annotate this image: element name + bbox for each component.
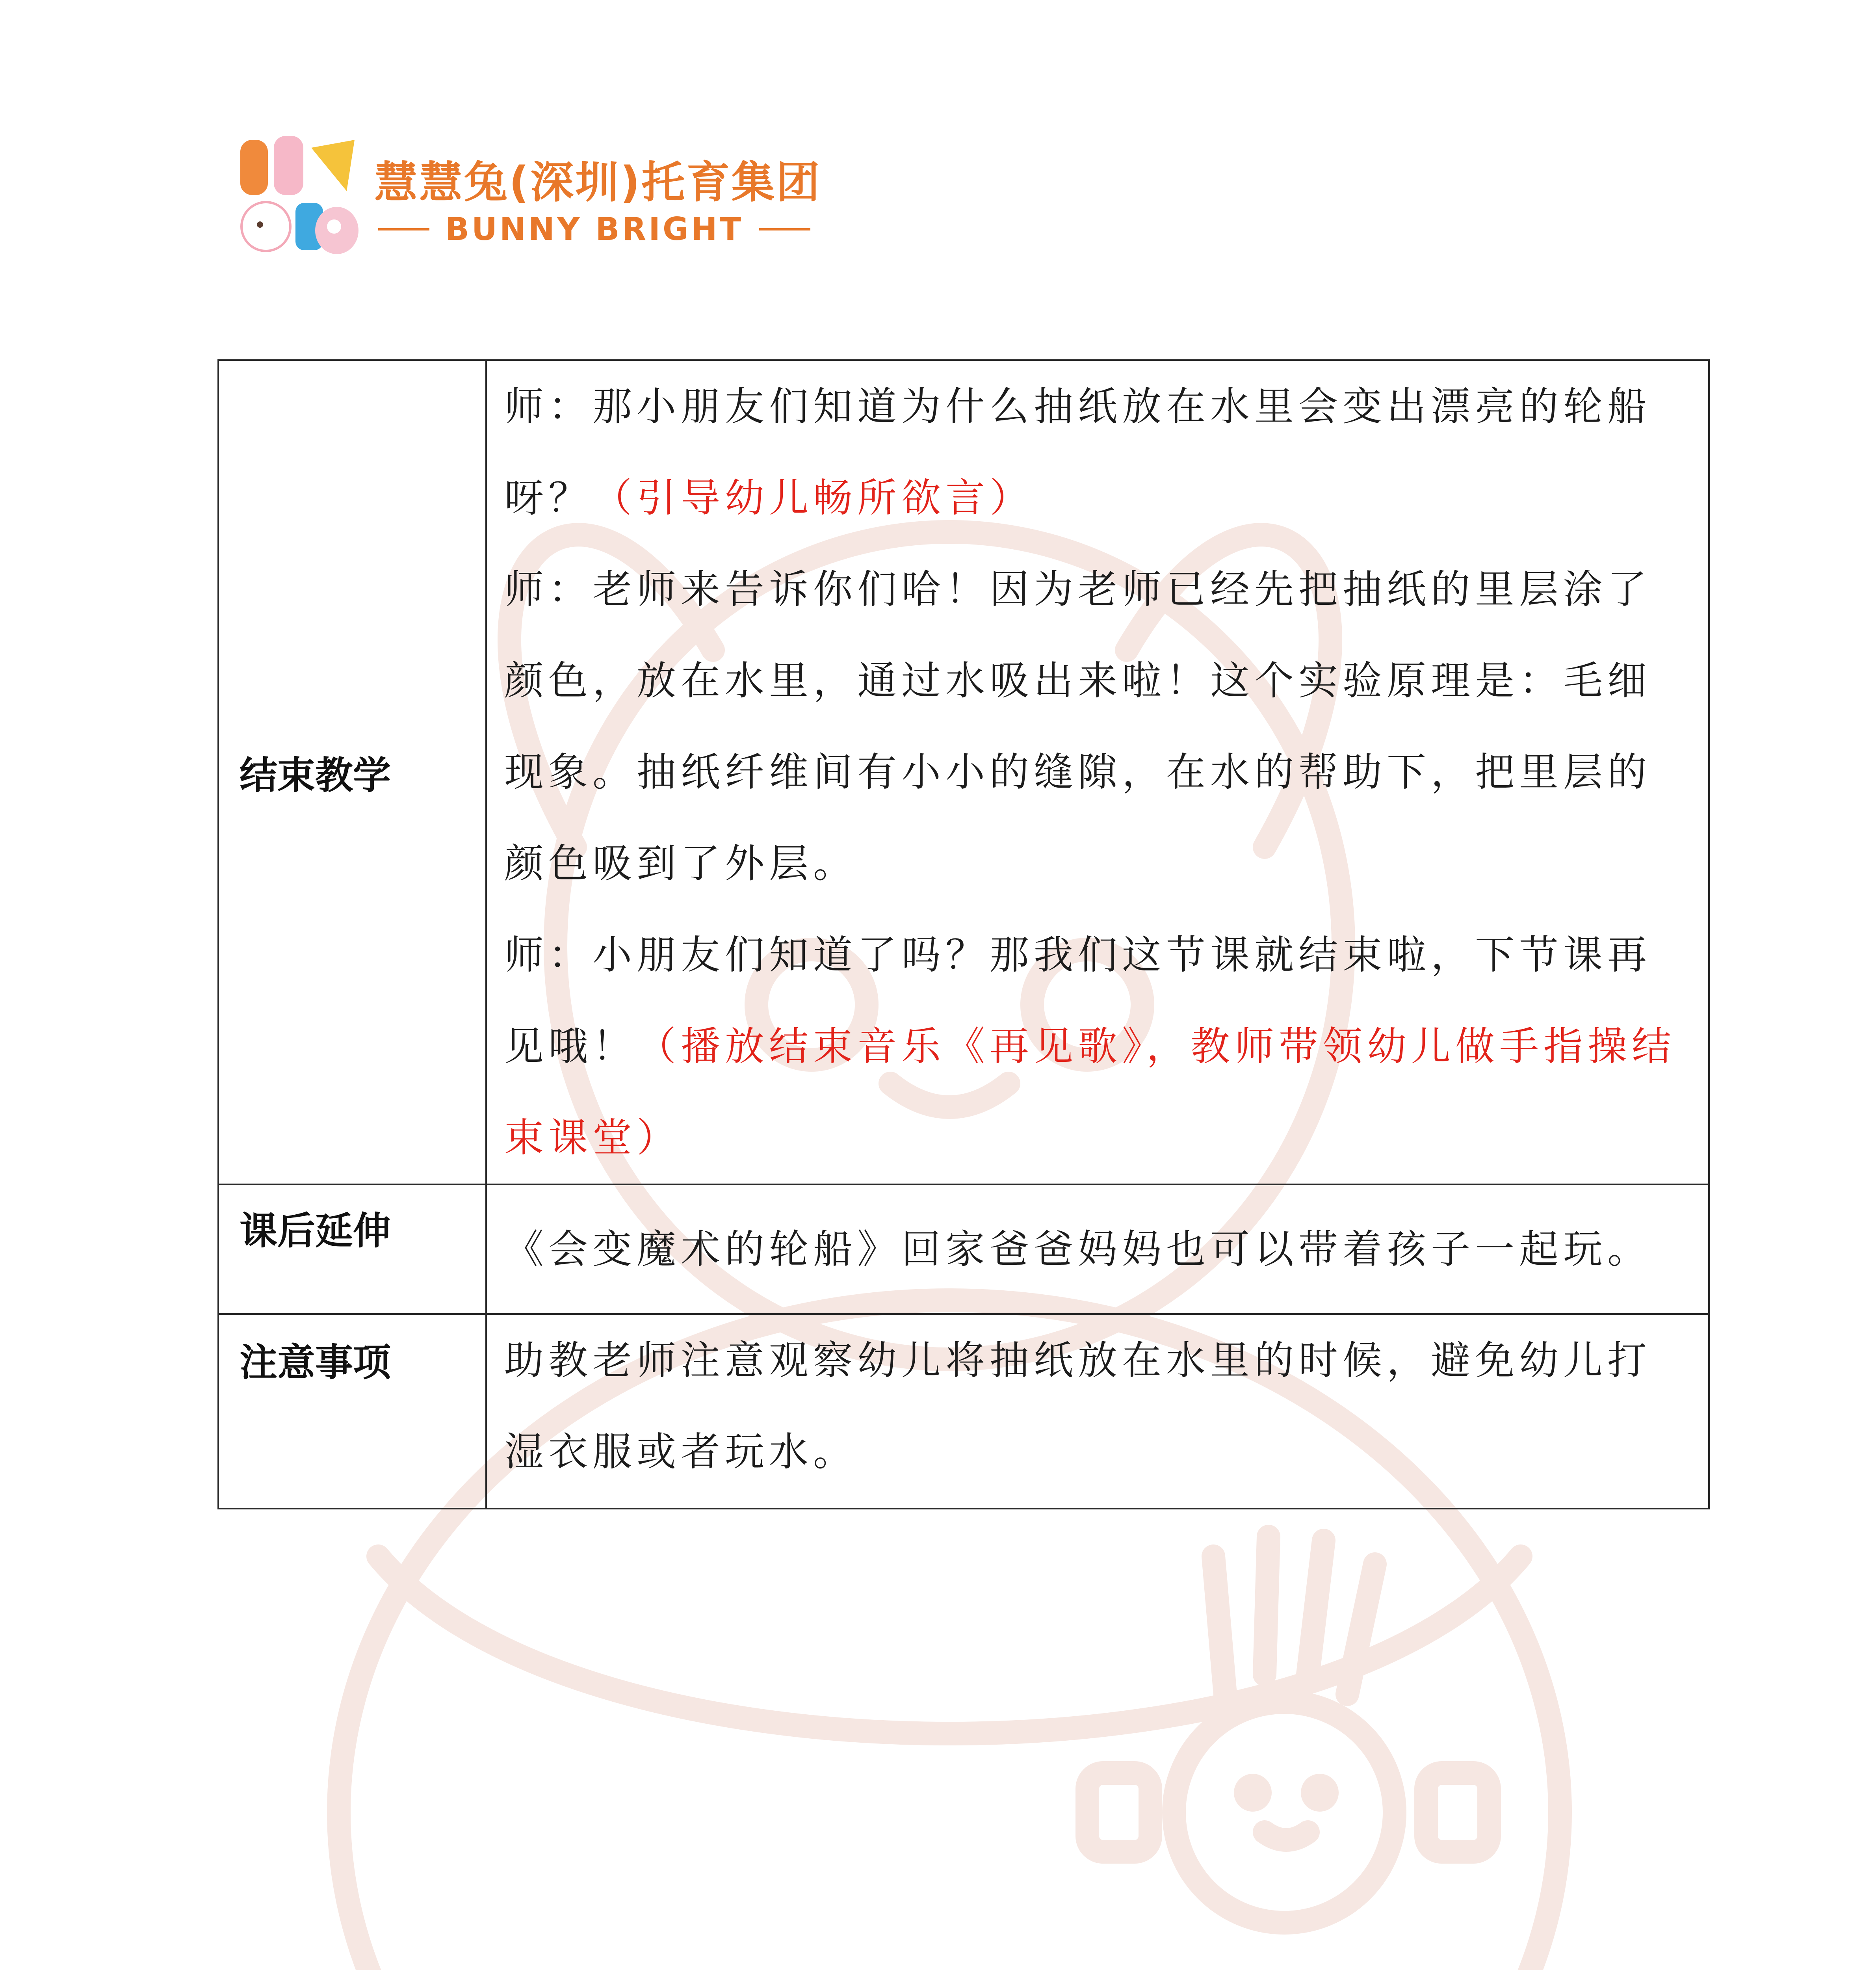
row-label-ending: 结束教学 <box>218 360 486 1184</box>
row-label-extension: 课后延伸 <box>218 1184 486 1314</box>
divider <box>759 228 810 230</box>
row-content-notes: 助教老师注意观察幼儿将抽纸放在水里的时候，避免幼儿打湿衣服或者玩水。 <box>486 1314 1709 1509</box>
row-content-extension: 《会变魔术的轮船》回家爸爸妈妈也可以带着孩子一起玩。 <box>486 1184 1709 1314</box>
row-content-ending <box>486 360 1709 1184</box>
bunny-logo-icon <box>236 132 362 258</box>
brand-english: BUNNY BRIGHT <box>445 211 744 247</box>
instruction-note: （引导幼儿畅所欲言） <box>593 475 1034 521</box>
brand-subtitle-row <box>378 211 810 247</box>
row-label-notes: 注意事项 <box>218 1314 486 1509</box>
teacher-closing-text: 师：小朋友们知道了吗？那我们这节课就结束啦，下节课再见哦！ <box>504 932 1651 1069</box>
table-row-notes <box>218 1314 1709 1509</box>
instruction-note: （播放结束音乐《再见歌》，教师带领幼儿做手指操结束课堂） <box>504 1023 1676 1161</box>
lesson-plan-table <box>217 359 1710 1509</box>
header-logo <box>236 132 906 258</box>
teacher-explanation-text: 师：老师来告诉你们哈！因为老师已经先把抽纸的里层涂了颜色，放在水里，通过水吸出来啦！这个实验原理是：毛细现象。抽纸纤维间有小小的缝隙，在水的帮助下，把里层的颜色吸到了外层。 <box>504 566 1651 886</box>
teacher-question-text: 师：那小朋友们知道为什么抽纸放在水里会变出漂亮的轮船呀？ <box>504 383 1651 521</box>
paragraph-explanation <box>504 544 1691 909</box>
table-row-extension <box>218 1184 1709 1314</box>
divider <box>378 228 429 230</box>
brand-name: 慧慧兔(深圳)托育集团 <box>374 157 821 208</box>
table-row-ending <box>218 360 1709 1184</box>
paragraph-closing <box>504 909 1691 1184</box>
paragraph-question <box>504 361 1691 544</box>
